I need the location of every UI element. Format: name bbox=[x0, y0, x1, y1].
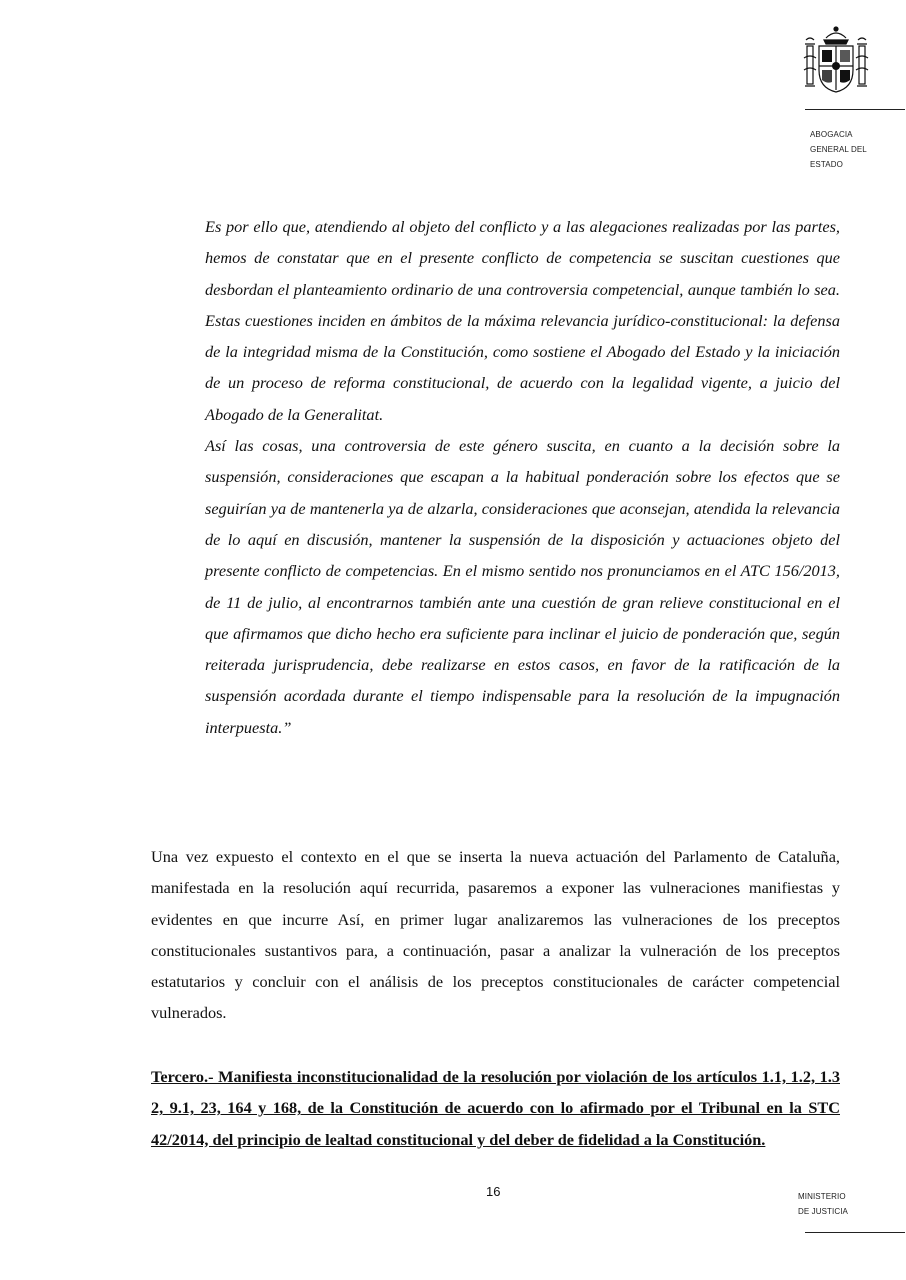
org-line: ABOGACIA bbox=[810, 130, 853, 139]
org-line: GENERAL DEL bbox=[810, 145, 867, 154]
quote-paragraph: Es por ello que, atendiendo al objeto del conflicto y a las alegaciones realizadas por las partes, hemos de constatar que en el presente conflicto de competencia se suscitan cuestiones que desbordan el planteamiento ordinario de una controversia competencial, aunque también lo sea. Estas cuestiones inciden en ámbitos de la máxima relevancia jurídico-constitucional: la defensa de la integridad misma de la Constitución, como sostiene el Abogado del Estado y la iniciación de un proceso de reforma constitucional, de acuerdo con la legalidad vigente, a juicio del Abogado de la Generalitat. bbox=[205, 217, 840, 424]
block-quote bbox=[205, 211, 840, 743]
footer-org-name bbox=[798, 1189, 848, 1219]
org-line: DE JUSTICIA bbox=[798, 1207, 848, 1216]
section-heading: Tercero.- Manifiesta inconstitucionalidad de la resolución por violación de los artículos 1.1, 1.2, 1.3 2, 9.1, 23, 164 y 168, de la Constitución de acuerdo con lo afirmado por el Tribunal en la STC 42/2014, del principio de lealtad constitucional y del deber de fidelidad a la Constitución. bbox=[151, 1067, 840, 1149]
org-line: ESTADO bbox=[810, 160, 843, 169]
footer-rule bbox=[805, 1232, 905, 1233]
coat-of-arms-icon bbox=[802, 24, 870, 96]
body-paragraph: Una vez expuesto el contexto en el que se inserta la nueva actuación del Parlamento de Cataluña, manifestada en la resolución aquí recurrida, pasaremos a exponer las vulneraciones manifiestas y evidentes en que incurre Así, en primer lugar analizaremos las vulneraciones de los preceptos constitucionales sustantivos para, a continuación, pasar a analizar la vulneración de los preceptos estatutarios y concluir con el análisis de los preceptos constitucionales de carácter competencial vulnerados. bbox=[151, 847, 840, 1023]
quote-paragraph: Así las cosas, una controversia de este género suscita, en cuanto a la decisión sobre la suspensión, consideraciones que escapan a la habitual ponderación sobre los efectos que se seguirían ya de mantenerla ya de alzarla, consideraciones que aconsejan, atendida la relevancia de lo aquí en discusión, mantener la suspensión de la disposición y actuaciones objeto del presente conflicto de competencias. En el mismo sentido nos pronunciamos en el ATC 156/2013, de 11 de julio, al encontrarnos también ante una cuestión de gran relieve constitucional en el que afirmamos que dicho hecho era suficiente para inclinar el juicio de ponderación que, según reiterada jurisprudencia, debe realizarse en estos casos, en favor de la ratificación de la suspensión acordada durante el tiempo indispensable para la resolución de la impugnación interpuesta.” bbox=[205, 436, 840, 737]
org-line: MINISTERIO bbox=[798, 1192, 846, 1201]
header-org-name bbox=[810, 127, 867, 172]
page-number: 16 bbox=[486, 1184, 501, 1199]
header-rule bbox=[805, 109, 905, 110]
